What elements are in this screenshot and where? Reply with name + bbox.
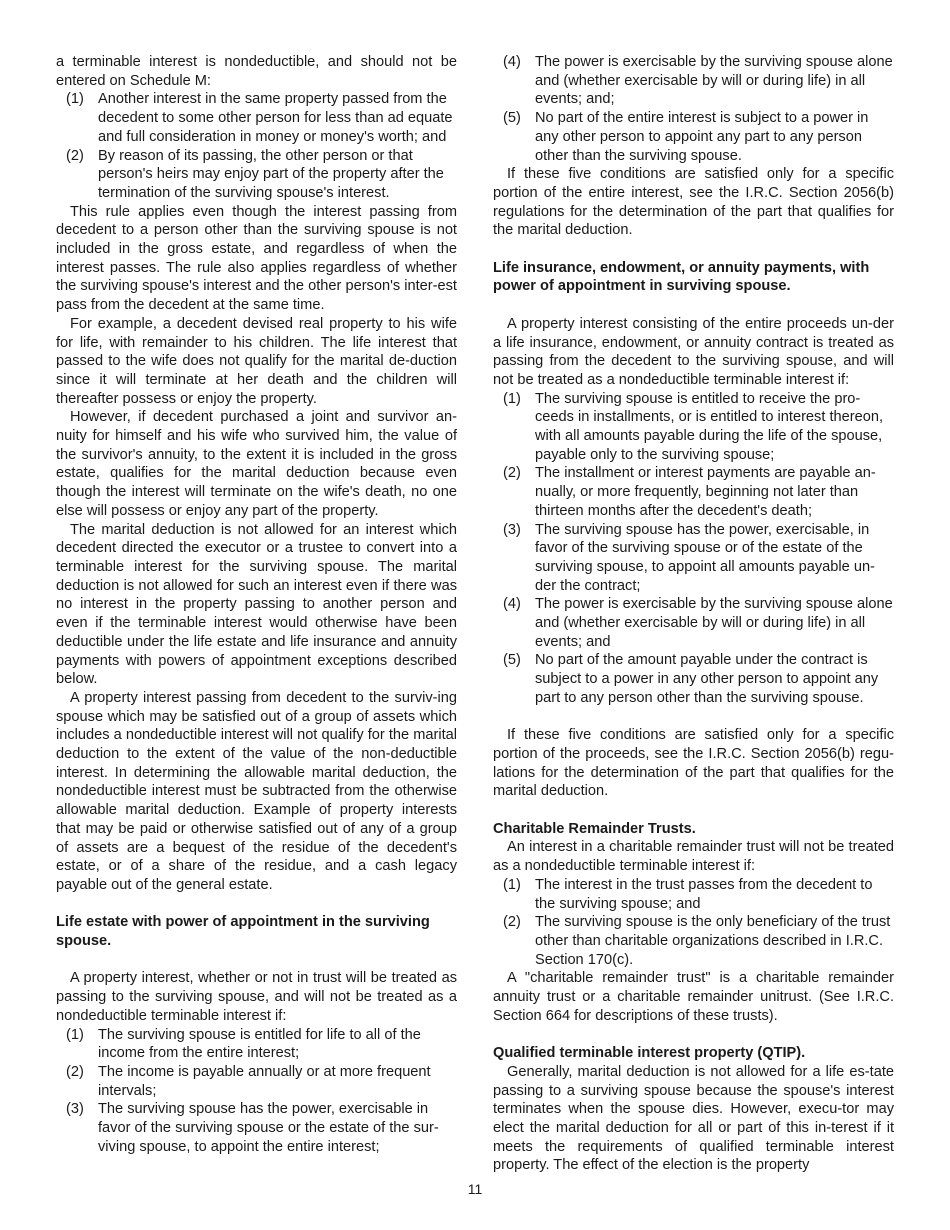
list-number: (2) bbox=[66, 147, 84, 164]
paragraph: For example, a decedent devised real property to his wife for life, with remainder to his children. The life interest that passed to the wife does not qualify for the marital de-duction since it will terminate at her death and the children will thereafter possess or enjoy the property. bbox=[56, 315, 457, 407]
list-text: By reason of its passing, the other person or that person's heirs may enjoy part of the property after the termination of the surviving spouse's interest. bbox=[98, 147, 444, 201]
paragraph: If these five conditions are satisfied only for a specific portion of the entire interest, see the I.R.C. Section 2056(b) regulations for the determination of the part that qualifies for the marital deduction. bbox=[493, 166, 894, 239]
paragraph: However, if decedent purchased a joint and survivor an-nuity for himself and his wife who survived him, the value of the survivor's annuity, to the extent it is included in the gross estate, qualifies for the marital deduction because even though the interest will terminate on the wife's death, no one else will possess or enjoy any part of the property. bbox=[56, 409, 457, 519]
paragraph: A property interest consisting of the entire proceeds un-der a life insurance, endowment, or annuity contract is treated as passing from the decedent to the surviving spouse, and will not be treated as a nondeductible terminable interest if: bbox=[493, 315, 894, 388]
list-item bbox=[56, 1026, 457, 1063]
numbered-list bbox=[493, 876, 894, 970]
list-text: The installment or interest payments are payable an-nually, or more frequently, beginning not later than thirteen months after the decedent's death; bbox=[535, 465, 876, 519]
numbered-list bbox=[56, 90, 457, 202]
list-text: The surviving spouse is the only beneficiary of the trust other than charitable organizations described in I.R.C. Section 170(c). bbox=[535, 914, 891, 968]
list-number: (2) bbox=[66, 1063, 84, 1080]
page-number: 11 bbox=[467, 1181, 483, 1197]
section-heading: Qualified terminable interest property (QTIP). bbox=[493, 1045, 806, 1062]
list-number: (1) bbox=[503, 876, 521, 893]
left-column bbox=[56, 53, 457, 1156]
list-item bbox=[493, 651, 894, 707]
numbered-list bbox=[56, 1026, 457, 1157]
list-item bbox=[56, 90, 457, 146]
list-text: No part of the entire interest is subject to a power in any other person to appoint any part to any person other than the surviving spouse. bbox=[535, 110, 869, 164]
section-heading: Life estate with power of appointment in the surviving spouse. bbox=[56, 914, 430, 950]
list-item bbox=[493, 595, 894, 651]
right-column bbox=[493, 53, 894, 1175]
numbered-list bbox=[493, 53, 894, 165]
list-item bbox=[493, 390, 894, 465]
paragraph: The marital deduction is not allowed for an interest which decedent directed the executor or a trustee to convert into a terminable interest for the surviving spouse. The marital deduction is not allowed for such an interest even if there was no interest in the property passing to another person and even if the terminable interest would otherwise have been deductible under the life estate and life insurance and annuity payments with powers of appointment exceptions described below. bbox=[56, 521, 457, 688]
paragraph: A property interest, whether or not in trust will be treated as passing to the surviving spouse, and will not be treated as a nondeductible terminable interest if: bbox=[56, 970, 457, 1024]
list-text: The income is payable annually or at more frequent intervals; bbox=[98, 1063, 431, 1099]
list-text: The interest in the trust passes from the decedent to the surviving spouse; and bbox=[535, 876, 873, 912]
list-number: (4) bbox=[503, 596, 521, 613]
list-item bbox=[493, 913, 894, 969]
list-item bbox=[493, 521, 894, 596]
paragraph: a terminable interest is nondeductible, and should not be entered on Schedule M: bbox=[56, 54, 457, 89]
list-text: The power is exercisable by the surviving spouse alone and (whether exercisable by will or during life) in all events; and bbox=[535, 596, 893, 650]
list-number: (1) bbox=[66, 91, 84, 108]
list-number: (3) bbox=[66, 1101, 84, 1118]
paragraph: If these five conditions are satisfied only for a specific portion of the proceeds, see the I.R.C. Section 2056(b) regu-lations for the determination of the part that qualifies for the marital deduction. bbox=[493, 727, 894, 800]
list-item bbox=[493, 53, 894, 109]
list-item bbox=[493, 876, 894, 913]
list-item bbox=[56, 1100, 457, 1156]
list-number: (5) bbox=[503, 110, 521, 127]
list-item bbox=[56, 1063, 457, 1100]
list-text: The power is exercisable by the surviving spouse alone and (whether exercisable by will or during life) in all events; and; bbox=[535, 54, 893, 108]
paragraph: An interest in a charitable remainder trust will not be treated as a nondeductible terminable interest if: bbox=[493, 839, 894, 875]
list-item bbox=[493, 109, 894, 165]
section-heading: Charitable Remainder Trusts. bbox=[493, 820, 696, 837]
paragraph: A "charitable remainder trust" is a charitable remainder annuity trust or a charitable remainder unitrust. (See I.R.C. Section 664 for descriptions of these trusts). bbox=[493, 970, 894, 1024]
list-text: The surviving spouse has the power, exercisable, in favor of the surviving spouse or of the estate of the surviving spouse, to appoint all amounts payable un-der the contract; bbox=[535, 521, 875, 594]
section-heading: Life insurance, endowment, or annuity payments, with power of appointment in surviving spouse. bbox=[493, 259, 870, 295]
paragraph: This rule applies even though the interest passing from decedent to a person other than the surviving spouse is not included in the gross estate, and regardless of when the interest passes. The rule also applies regardless of whether the surviving spouse's interest and the other person's inter-est pass from the decedent at the same time. bbox=[56, 203, 457, 314]
list-number: (1) bbox=[503, 390, 521, 407]
list-item bbox=[56, 147, 457, 203]
list-text: The surviving spouse is entitled to receive the pro-ceeds in installments, or is entitled to interest thereon, with all amounts payable during the life of the spouse, payable only to the surviving spouse; bbox=[535, 390, 883, 463]
list-number: (1) bbox=[66, 1026, 84, 1043]
paragraph: Generally, marital deduction is not allowed for a life es-tate passing to a surviving spouse because the spouse's interest terminates when the spouse dies. However, execu-tor may elect the marital deduction for all or part of this in-terest if it meets the requirements of qualified terminable interest property. The effect of the election is the property bbox=[493, 1063, 894, 1174]
list-item bbox=[493, 464, 894, 520]
list-number: (5) bbox=[503, 652, 521, 669]
list-text: No part of the amount payable under the contract is subject to a power in any other person to appoint any part to any person other than the surviving spouse. bbox=[535, 652, 879, 706]
list-number: (2) bbox=[503, 914, 521, 931]
list-number: (4) bbox=[503, 54, 521, 70]
paragraph: A property interest passing from decedent to the surviv-ing spouse which may be satisfied out of a group of assets which includes a nondeductible interest will not qualify for the marital deduction to the extent of the value of the non-deductible interest. In determining the allowable marital deduction, the nondeductible interest must be subtracted from the otherwise allowable marital deduction. Example of property interests that may be paid or otherwise satisfied out of any of a group of assets are a bequest of the residue of the decedent's estate, or of a share of the residue, and a cash legacy payable out of the general estate. bbox=[56, 689, 457, 893]
list-number: (3) bbox=[503, 521, 521, 538]
list-text: The surviving spouse is entitled for life to all of the income from the entire interest; bbox=[98, 1026, 421, 1062]
list-text: Another interest in the same property passed from the decedent to some other person for less than ad equate and full consideration in money or money's worth; and bbox=[98, 91, 453, 145]
numbered-list bbox=[493, 390, 894, 708]
list-number: (2) bbox=[503, 465, 521, 482]
list-text: The surviving spouse has the power, exercisable in favor of the surviving spouse or the estate of the sur-viving spouse, to appoint the entire interest; bbox=[98, 1101, 439, 1155]
